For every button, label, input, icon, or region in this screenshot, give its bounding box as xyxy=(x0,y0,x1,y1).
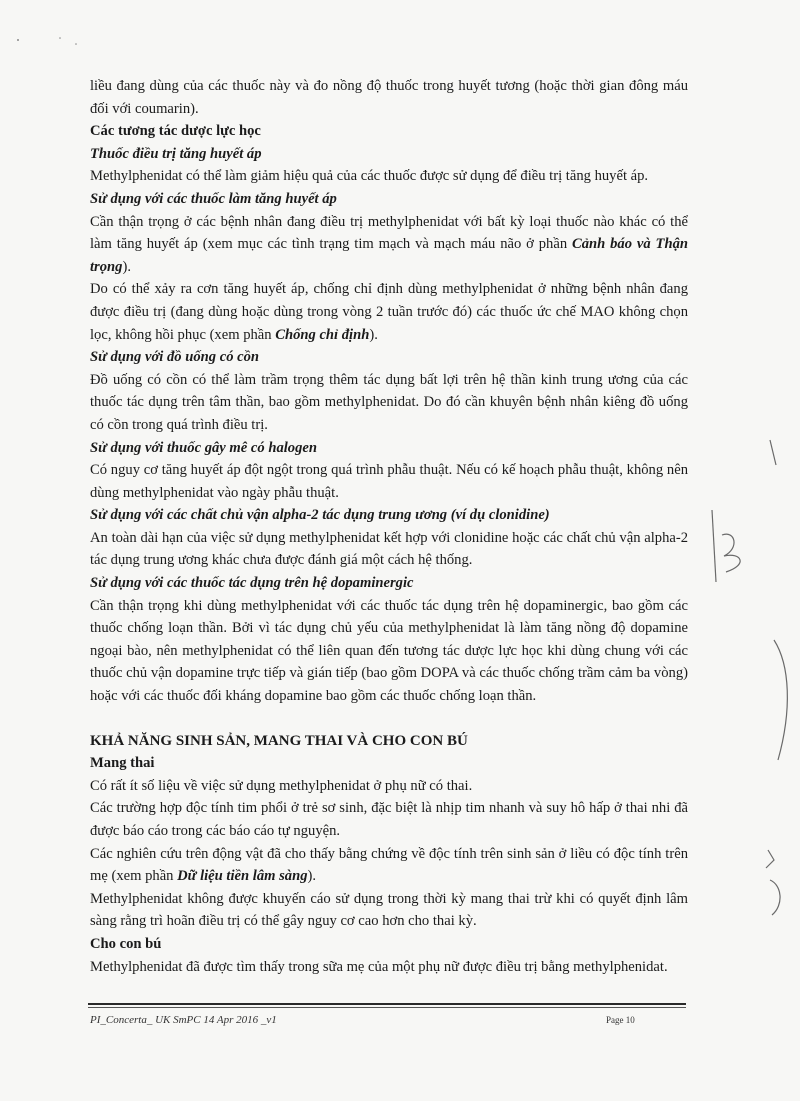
scan-speck xyxy=(59,37,61,39)
text-run: Các nghiên cứu trên động vật đã cho thấy bằng chứng về độc tính trên sinh sản ở liều có độc tính trên mẹ (xem phần xyxy=(90,845,688,885)
body-paragraph: Methylphenidat có thể làm giảm hiệu quả của các thuốc được sử dụng để điều trị tăng huyết áp. xyxy=(90,168,649,185)
footer-rule-thin xyxy=(88,1007,686,1008)
body-paragraph: Methylphenidat không được khuyến cáo sử dụng trong thời kỳ mang thai trừ khi có quyết định lâm sàng rằng trì hoãn điều trị có thể gây nguy cơ cao hơn cho thai kỳ. xyxy=(90,890,688,930)
footer-document-id: PI_Concerta_ UK SmPC 14 Apr 2016 _v1 xyxy=(90,1014,277,1026)
italic-subheading: Sử dụng với các thuốc làm tăng huyết áp xyxy=(90,190,337,207)
italic-subheading: Sử dụng với các chất chủ vận alpha-2 tác dụng trung ương (ví dụ clonidine) xyxy=(90,507,550,524)
body-paragraph: Đồ uống có cồn có thể làm trầm trọng thêm tác dụng bất lợi trên hệ thần kinh trung ương của các thuốc tác dụng trên tâm thần, bao gồm methylphenidat. Do đó cần khuyên bệnh nhân kiêng đồ uống có cồn trong quá trình điều trị. xyxy=(90,371,688,433)
text-run: ). xyxy=(369,326,378,343)
body-paragraph: Các trường hợp độc tính tim phổi ở trẻ sơ sinh, đặc biệt là nhịp tim nhanh và suy hô hấp ở thai nhi đã được báo cáo trong các báo cáo tự nguyện. xyxy=(90,800,688,839)
text-run: ). xyxy=(122,258,131,275)
page-content xyxy=(90,75,688,978)
italic-subheading: Sử dụng với thuốc gây mê có halogen xyxy=(90,439,317,456)
body-paragraph: liều đang dùng của các thuốc này và đo nồng độ thuốc trong huyết tương (hoặc thời gian đông máu đối với coumarin). xyxy=(90,78,688,117)
italic-subheading: Sử dụng với đồ uống có cồn xyxy=(90,349,260,366)
text-run: ). xyxy=(307,868,317,885)
italic-subheading: Thuốc điều trị tăng huyết áp xyxy=(90,145,262,162)
body-paragraph: Có rất ít số liệu về việc sử dụng methylphenidat ở phụ nữ có thai. xyxy=(90,777,473,794)
scan-speck xyxy=(75,43,77,45)
cross-reference: Chống chỉ định xyxy=(275,326,370,343)
footer-rule xyxy=(88,1003,686,1005)
pen-stroke xyxy=(722,534,740,572)
body-paragraph xyxy=(90,278,688,346)
pen-stroke xyxy=(770,880,780,915)
body-paragraph: Có nguy cơ tăng huyết áp đột ngột trong quá trình phẫu thuật. Nếu có kế hoạch phẫu thuật, không nên dùng methylphenidat vào ngày phẫu thuật. xyxy=(90,462,688,501)
cross-reference: Dữ liệu tiền lâm sàng xyxy=(177,868,308,885)
pen-stroke xyxy=(770,440,776,465)
margin-handwriting-marks xyxy=(712,440,787,915)
subheading: Cho con bú xyxy=(90,935,162,952)
subheading: Mang thai xyxy=(90,755,155,772)
text-run: Do có thể xảy ra cơn tăng huyết áp, chống chỉ định dùng methylphenidat ở những bệnh nhân đang được điều trị (đang dùng hoặc dùng trong vòng 2 tuần trước đó) các thuốc ức chế MAO không chọn lọc, không hồi phục (xem phần xyxy=(90,281,688,343)
body-paragraph: Methylphenidat đã được tìm thấy trong sữa mẹ của một phụ nữ được điều trị bằng methylphenidat. xyxy=(90,958,668,975)
body-paragraph: Cần thận trọng khi dùng methylphenidat với các thuốc tác dụng trên hệ dopaminergic, bao gồm các thuốc chống loạn thần. Bởi vì tác dụng chủ yếu của methylphenidat là làm tăng nồng độ dopamine ngoại bào, nên methylphenidat có thể liên quan đến tương tác dược lực học khi dùng chung với các thuốc chủ vận dopamine trực tiếp và gián tiếp (bao gồm DOPA và các thuốc chống trầm cảm ba vòng) hoặc với các thuốc đối kháng dopamine bao gồm các thuốc chống loạn thần. xyxy=(90,597,688,705)
body-paragraph xyxy=(90,843,688,888)
pen-stroke xyxy=(712,510,716,582)
footer-page-number: Page 10 xyxy=(606,1015,635,1025)
subheading: Các tương tác dược lực học xyxy=(90,123,261,140)
cross-reference: Cảnh báo và Thận trọng xyxy=(90,236,688,275)
body-paragraph xyxy=(90,211,688,279)
scan-speck xyxy=(17,39,19,41)
text-run: Cần thận trọng ở các bệnh nhân đang điều trị methylphenidat với bất kỳ loại thuốc nào khác có thể làm tăng huyết áp (xem mục các tình trạng tim mạch và mạch máu não ở phần xyxy=(90,213,688,253)
body-paragraph: An toàn dài hạn của việc sử dụng methylphenidat kết hợp với clonidine hoặc các chất chủ vận alpha-2 tác dụng trung ương khác chưa được đánh giá một cách hệ thống. xyxy=(90,529,688,569)
italic-subheading: Sử dụng với các thuốc tác dụng trên hệ dopaminergic xyxy=(90,575,414,592)
section-heading: KHẢ NĂNG SINH SẢN, MANG THAI VÀ CHO CON BÚ xyxy=(90,732,468,749)
pen-stroke xyxy=(766,850,774,868)
pen-stroke xyxy=(774,640,787,760)
scan-specks xyxy=(17,37,77,45)
